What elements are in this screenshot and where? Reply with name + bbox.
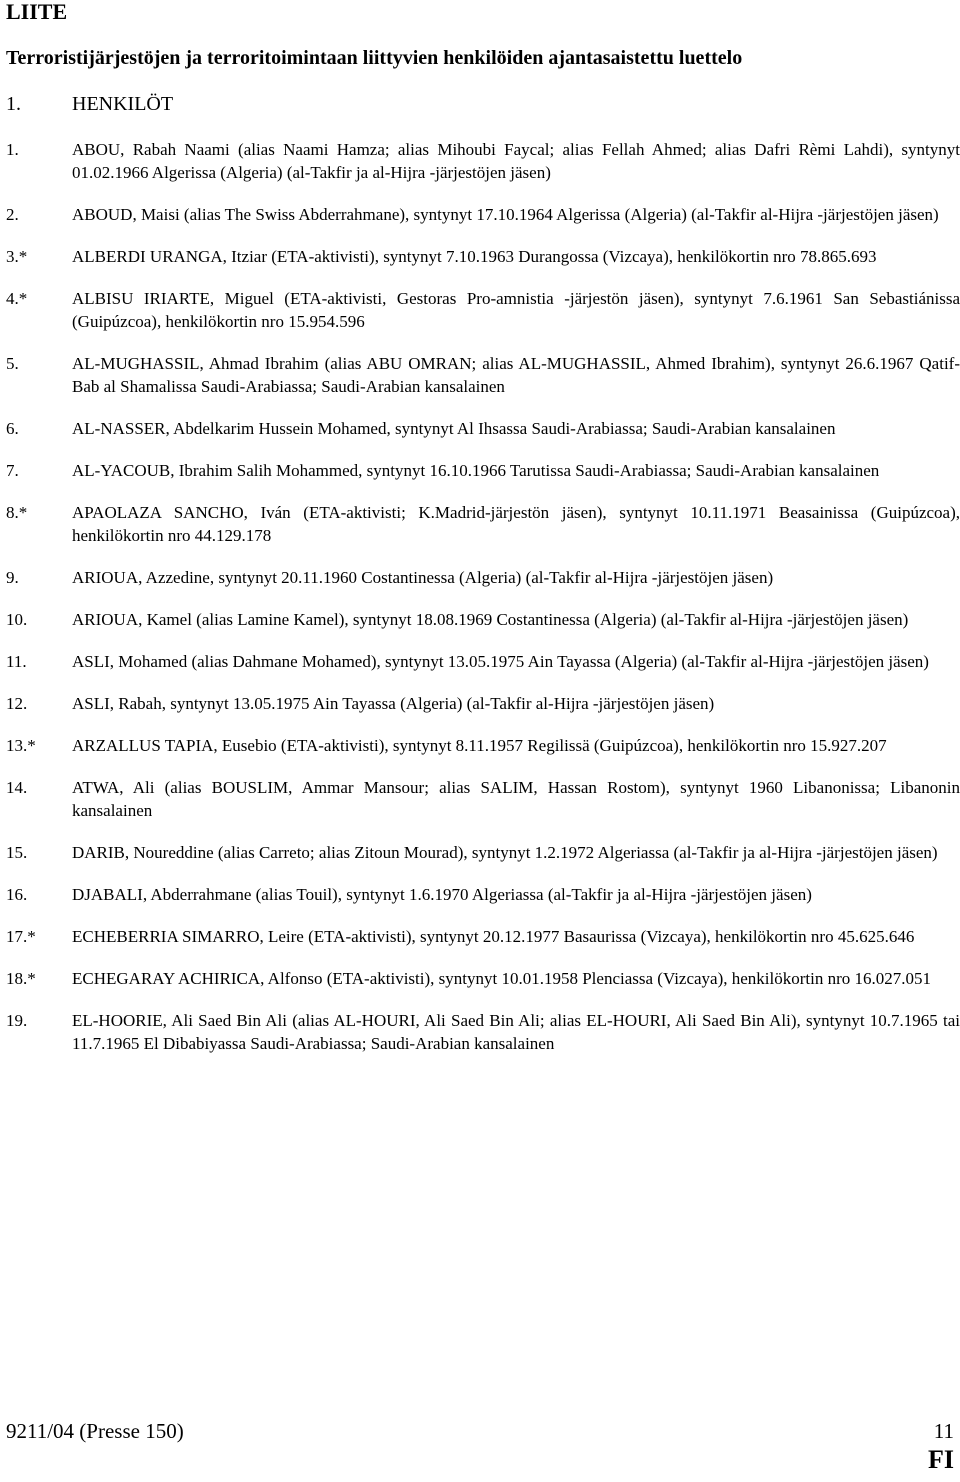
list-item	[6, 352, 960, 398]
list-item-number: 1.	[6, 140, 19, 159]
list-item-number: 2.	[6, 205, 19, 224]
list-item	[6, 1009, 960, 1055]
list-item-text: ARZALLUS TAPIA, Eusebio (ETA-aktivisti), syntynyt 8.11.1957 Regilissä (Guipúzcoa), henkilökortin nro 15.927.207	[72, 736, 887, 755]
list-item	[6, 692, 960, 715]
list-item	[6, 734, 960, 757]
list-item-text: ALBISU IRIARTE, Miguel (ETA-aktivisti, Gestoras Pro-amnistia -järjestön jäsen), syntynyt 7.6.1961 San Sebastiánissa (Guipúzcoa), henkilökortin nro 15.954.596	[72, 289, 960, 331]
list-item	[6, 841, 960, 864]
list-item-number: 14.	[6, 778, 28, 797]
list-item	[6, 650, 960, 673]
document-title: Terroristijärjestöjen ja terroritoimintaan liittyvien henkilöiden ajantasaistettu luettelo	[6, 47, 743, 69]
list-item-text: EL-HOORIE, Ali Saed Bin Ali (alias AL-HOURI, Ali Saed Bin Ali; alias EL-HOURI, Ali Saed Bin Ali), syntynyt 10.7.1965 tai 11.7.1965 El Dibabiyassa Saudi-Arabiassa; Saudi-Arabian kansalainen	[72, 1011, 960, 1053]
list-item-number: 7.	[6, 461, 19, 480]
list-item-text: ASLI, Mohamed (alias Dahmane Mohamed), syntynyt 13.05.1975 Ain Tayassa (Algeria) (al-Takfir al-Hijra -järjestöjen jäsen)	[72, 652, 929, 671]
list-item-text: AL-NASSER, Abdelkarim Hussein Mohamed, syntynyt Al Ihsassa Saudi-Arabiassa; Saudi-Arabian kansalainen	[72, 419, 836, 438]
list-item-text: DJABALI, Abderrahmane (alias Touil), syntynyt 1.6.1970 Algeriassa (al-Takfir ja al-Hijra -järjestöjen jäsen)	[72, 885, 812, 904]
list-item-number: 15.	[6, 843, 28, 862]
list-item-number: 19.	[6, 1011, 28, 1030]
list-item-number: 8.*	[6, 503, 28, 522]
annex-heading: LIITE	[6, 0, 68, 24]
list-item	[6, 776, 960, 822]
page-number: 11	[933, 1419, 954, 1443]
person-list	[6, 138, 960, 1074]
list-item-text: ABOUD, Maisi (alias The Swiss Abderrahmane), syntynyt 17.10.1964 Algerissa (Algeria) (al-Takfir al-Hijra -järjestöjen jäsen)	[72, 205, 939, 224]
list-item-number: 10.	[6, 610, 28, 629]
list-item	[6, 925, 960, 948]
list-item	[6, 566, 960, 589]
list-item-number: 6.	[6, 419, 19, 438]
list-item	[6, 417, 960, 440]
list-item-number: 3.*	[6, 247, 28, 266]
language-code: FI	[928, 1445, 954, 1474]
list-item	[6, 967, 960, 990]
list-item-number: 4.*	[6, 289, 28, 308]
list-item-number: 17.*	[6, 927, 36, 946]
list-item	[6, 459, 960, 482]
list-item-number: 9.	[6, 568, 19, 587]
list-item-text: ECHEBERRIA SIMARRO, Leire (ETA-aktivisti), syntynyt 20.12.1977 Basaurissa (Vizcaya), henkilökortin nro 45.625.646	[72, 927, 915, 946]
list-item-number: 18.*	[6, 969, 36, 988]
list-item-text: AL-YACOUB, Ibrahim Salih Mohammed, syntynyt 16.10.1966 Tarutissa Saudi-Arabiassa; Saudi-Arabian kansalainen	[72, 461, 880, 480]
list-item-text: ARIOUA, Azzedine, syntynyt 20.11.1960 Costantinessa (Algeria) (al-Takfir al-Hijra -järjestöjen jäsen)	[72, 568, 774, 587]
list-item-text: ASLI, Rabah, syntynyt 13.05.1975 Ain Tayassa (Algeria) (al-Takfir al-Hijra -järjestöjen jäsen)	[72, 694, 715, 713]
section-number: 1.	[6, 93, 21, 115]
list-item-number: 12.	[6, 694, 28, 713]
list-item-text: AL-MUGHASSIL, Ahmad Ibrahim (alias ABU OMRAN; alias AL-MUGHASSIL, Ahmed Ibrahim), syntynyt 26.6.1967 Qatif-Bab al Shamalissa Saudi-Arabiassa; Saudi-Arabian kansalainen	[72, 354, 960, 396]
list-item	[6, 287, 960, 333]
list-item-number: 5.	[6, 354, 19, 373]
list-item	[6, 138, 960, 184]
list-item-text: DARIB, Noureddine (alias Carreto; alias Zitoun Mourad), syntynyt 1.2.1972 Algeriassa (al-Takfir ja al-Hijra -järjestöjen jäsen)	[72, 843, 938, 862]
list-item-text: ARIOUA, Kamel (alias Lamine Kamel), syntynyt 18.08.1969 Costantinessa (Algeria) (al-Takfir al-Hijra -järjestöjen jäsen)	[72, 610, 909, 629]
list-item-text: ABOU, Rabah Naami (alias Naami Hamza; alias Mihoubi Faycal; alias Fellah Ahmed; alias Dafri Rèmi Lahdi), syntynyt 01.02.1966 Algerissa (Algeria) (al-Takfir ja al-Hijra -järjestöjen jäsen)	[72, 140, 960, 182]
list-item	[6, 245, 960, 268]
document-reference: 9211/04 (Presse 150)	[6, 1419, 184, 1443]
list-item	[6, 203, 960, 226]
list-item-number: 11.	[6, 652, 27, 671]
list-item	[6, 608, 960, 631]
list-item-text: ATWA, Ali (alias BOUSLIM, Ammar Mansour; alias SALIM, Hassan Rostom), syntynyt 1960 Libanonissa; Libanonin kansalainen	[72, 778, 960, 820]
section-heading	[6, 92, 173, 116]
page-footer-right	[928, 1419, 954, 1477]
list-item-number: 13.*	[6, 736, 36, 755]
list-item-text: APAOLAZA SANCHO, Iván (ETA-aktivisti; K.Madrid-järjestön jäsen), syntynyt 10.11.1971 Beasainissa (Guipúzcoa), henkilökortin nro 44.129.178	[72, 503, 960, 545]
list-item	[6, 883, 960, 906]
list-item-text: ECHEGARAY ACHIRICA, Alfonso (ETA-aktivisti), syntynyt 10.01.1958 Plenciassa (Vizcaya), henkilökortin nro 16.027.051	[72, 969, 932, 988]
section-title: HENKILÖT	[72, 93, 174, 115]
list-item-number: 16.	[6, 885, 28, 904]
list-item	[6, 501, 960, 547]
list-item-text: ALBERDI URANGA, Itziar (ETA-aktivisti), syntynyt 7.10.1963 Durangossa (Vizcaya), henkilökortin nro 78.865.693	[72, 247, 877, 266]
